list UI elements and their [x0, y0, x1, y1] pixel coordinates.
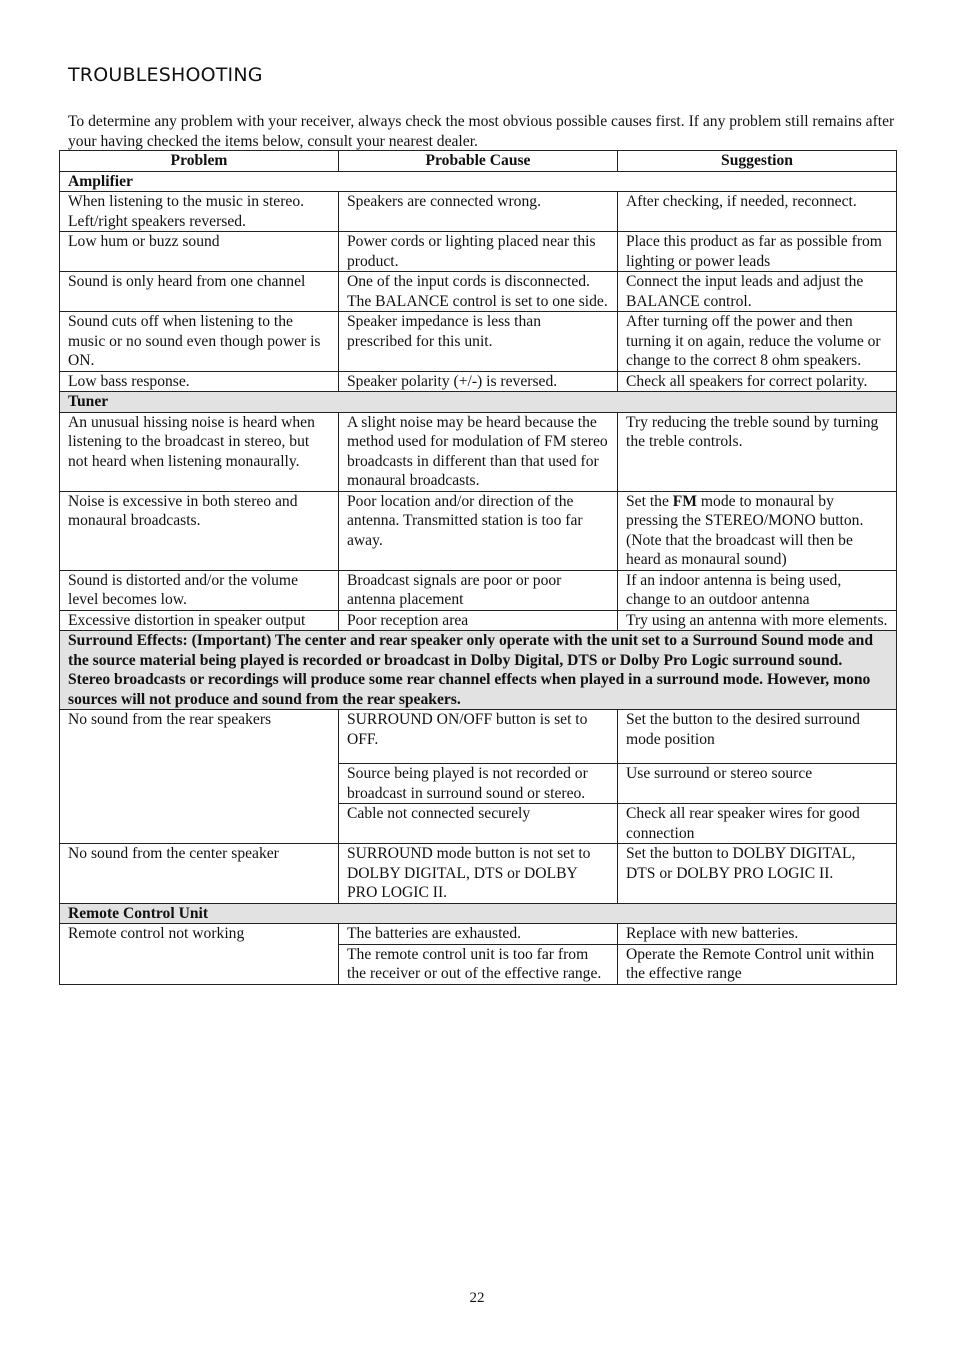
- cause-cell: The batteries are exhausted.: [339, 924, 618, 945]
- table-row: [60, 371, 897, 392]
- suggestion-cell: Operate the Remote Control unit within the effective range: [618, 944, 897, 984]
- cause-cell: Poor location and/or direction of the antenna. Transmitted station is too far away.: [339, 491, 618, 570]
- table-row: [60, 272, 897, 312]
- cause-cell: Speakers are connected wrong.: [339, 192, 618, 232]
- section-amplifier: [60, 171, 897, 192]
- problem-cell: Low hum or buzz sound: [60, 232, 339, 272]
- problem-cell: Noise is excessive in both stereo and monaural broadcasts.: [60, 491, 339, 570]
- problem-cell: No sound from the center speaker: [60, 844, 339, 904]
- table-row: [60, 312, 897, 372]
- header-suggestion: Suggestion: [618, 151, 897, 172]
- table-row: [60, 491, 897, 570]
- fm-mode-label: FM: [672, 492, 698, 510]
- suggestion-cell: After checking, if needed, reconnect.: [618, 192, 897, 232]
- table-row: [60, 610, 897, 631]
- section-title: Remote Control Unit: [60, 903, 897, 924]
- cause-cell: SURROUND mode button is not set to DOLBY DIGITAL, DTS or DOLBY PRO LOGIC II.: [339, 844, 618, 904]
- problem-cell: Low bass response.: [60, 371, 339, 392]
- table-row: [60, 232, 897, 272]
- cause-cell: Broadcast signals are poor or poor antenna placement: [339, 570, 618, 610]
- suggestion-cell: Check all speakers for correct polarity.: [618, 371, 897, 392]
- page-number: 22: [469, 1290, 485, 1306]
- cause-cell: A slight noise may be heard because the method used for modulation of FM stereo broadcasts in different than that used for monaural broadcasts.: [339, 412, 618, 491]
- cause-cell: One of the input cords is disconnected. The BALANCE control is set to one side.: [339, 272, 618, 312]
- page-heading: TROUBLESHOOTING: [68, 64, 263, 86]
- suggestion-cell: Set the button to the desired surround mode position: [618, 710, 897, 764]
- problem-cell: Sound cuts off when listening to the music or no sound even though power is ON.: [60, 312, 339, 372]
- suggestion-cell: If an indoor antenna is being used, change to an outdoor antenna: [618, 570, 897, 610]
- suggestion-cell: Connect the input leads and adjust the BALANCE control.: [618, 272, 897, 312]
- cause-cell: Cable not connected securely: [339, 804, 618, 844]
- section-remote-control: [60, 903, 897, 924]
- table-row: [60, 924, 897, 945]
- cause-cell: Poor reception area: [339, 610, 618, 631]
- section-surround-effects: [60, 631, 897, 710]
- suggestion-cell: Place this product as far as possible from lighting or power leads: [618, 232, 897, 272]
- cause-cell: SURROUND ON/OFF button is set to OFF.: [339, 710, 618, 764]
- table-header-row: [60, 151, 897, 172]
- cause-cell: Source being played is not recorded or broadcast in surround sound or stereo.: [339, 764, 618, 804]
- section-tuner: [60, 392, 897, 413]
- suggestion-cell: Try reducing the treble sound by turning the treble controls.: [618, 412, 897, 491]
- problem-cell: Excessive distortion in speaker output: [60, 610, 339, 631]
- cause-cell: The remote control unit is too far from the receiver or out of the effective range.: [339, 944, 618, 984]
- header-probable-cause: Probable Cause: [339, 151, 618, 172]
- troubleshooting-table: [59, 150, 897, 985]
- suggestion-cell: Set the button to DOLBY DIGITAL, DTS or DOLBY PRO LOGIC II.: [618, 844, 897, 904]
- problem-cell: Sound is distorted and/or the volume level becomes low.: [60, 570, 339, 610]
- suggestion-cell: [618, 491, 897, 570]
- suggestion-cell: Replace with new batteries.: [618, 924, 897, 945]
- section-title: Amplifier: [60, 171, 897, 192]
- suggestion-cell: Use surround or stereo source: [618, 764, 897, 804]
- suggestion-text-post: mode to monaural by pressing the STEREO/MONO button. (Note that the broadcast will then be heard as monaural sound): [626, 492, 864, 568]
- cause-cell: Power cords or lighting placed near this product.: [339, 232, 618, 272]
- problem-cell: When listening to the music in stereo. Left/right speakers reversed.: [60, 192, 339, 232]
- header-problem: Problem: [60, 151, 339, 172]
- suggestion-cell: Check all rear speaker wires for good connection: [618, 804, 897, 844]
- problem-cell: Sound is only heard from one channel: [60, 272, 339, 312]
- cause-cell: Speaker polarity (+/-) is reversed.: [339, 371, 618, 392]
- problem-cell: Remote control not working: [60, 924, 339, 985]
- section-title: Surround Effects: (Important) The center and rear speaker only operate with the unit set to a Surround Sound mode and the source material being played is recorded or broadcast in Dolby Digital, DTS or Dolby Pro Logic surround sound. Stereo broadcasts or recordings will produce some rear channel effects when played in a surround mode. However, mono sources will not produce and sound from the rear speakers.: [60, 631, 897, 710]
- problem-cell: No sound from the rear speakers: [60, 710, 339, 844]
- suggestion-text-pre: Set the: [626, 492, 673, 510]
- problem-cell: An unusual hissing noise is heard when listening to the broadcast in stereo, but not heard when listening monaurally.: [60, 412, 339, 491]
- cause-cell: Speaker impedance is less than prescribed for this unit.: [339, 312, 618, 372]
- table-row: [60, 192, 897, 232]
- intro-paragraph: To determine any problem with your receiver, always check the most obvious possible causes first. If any problem still remains after your having checked the items below, consult your nearest dealer.: [68, 113, 895, 150]
- suggestion-cell: After turning off the power and then turning it on again, reduce the volume or change to the correct 8 ohm speakers.: [618, 312, 897, 372]
- section-title: Tuner: [60, 392, 897, 413]
- table-row: [60, 844, 897, 904]
- table-row: [60, 412, 897, 491]
- suggestion-cell: Try using an antenna with more elements.: [618, 610, 897, 631]
- table-row: [60, 710, 897, 764]
- table-row: [60, 570, 897, 610]
